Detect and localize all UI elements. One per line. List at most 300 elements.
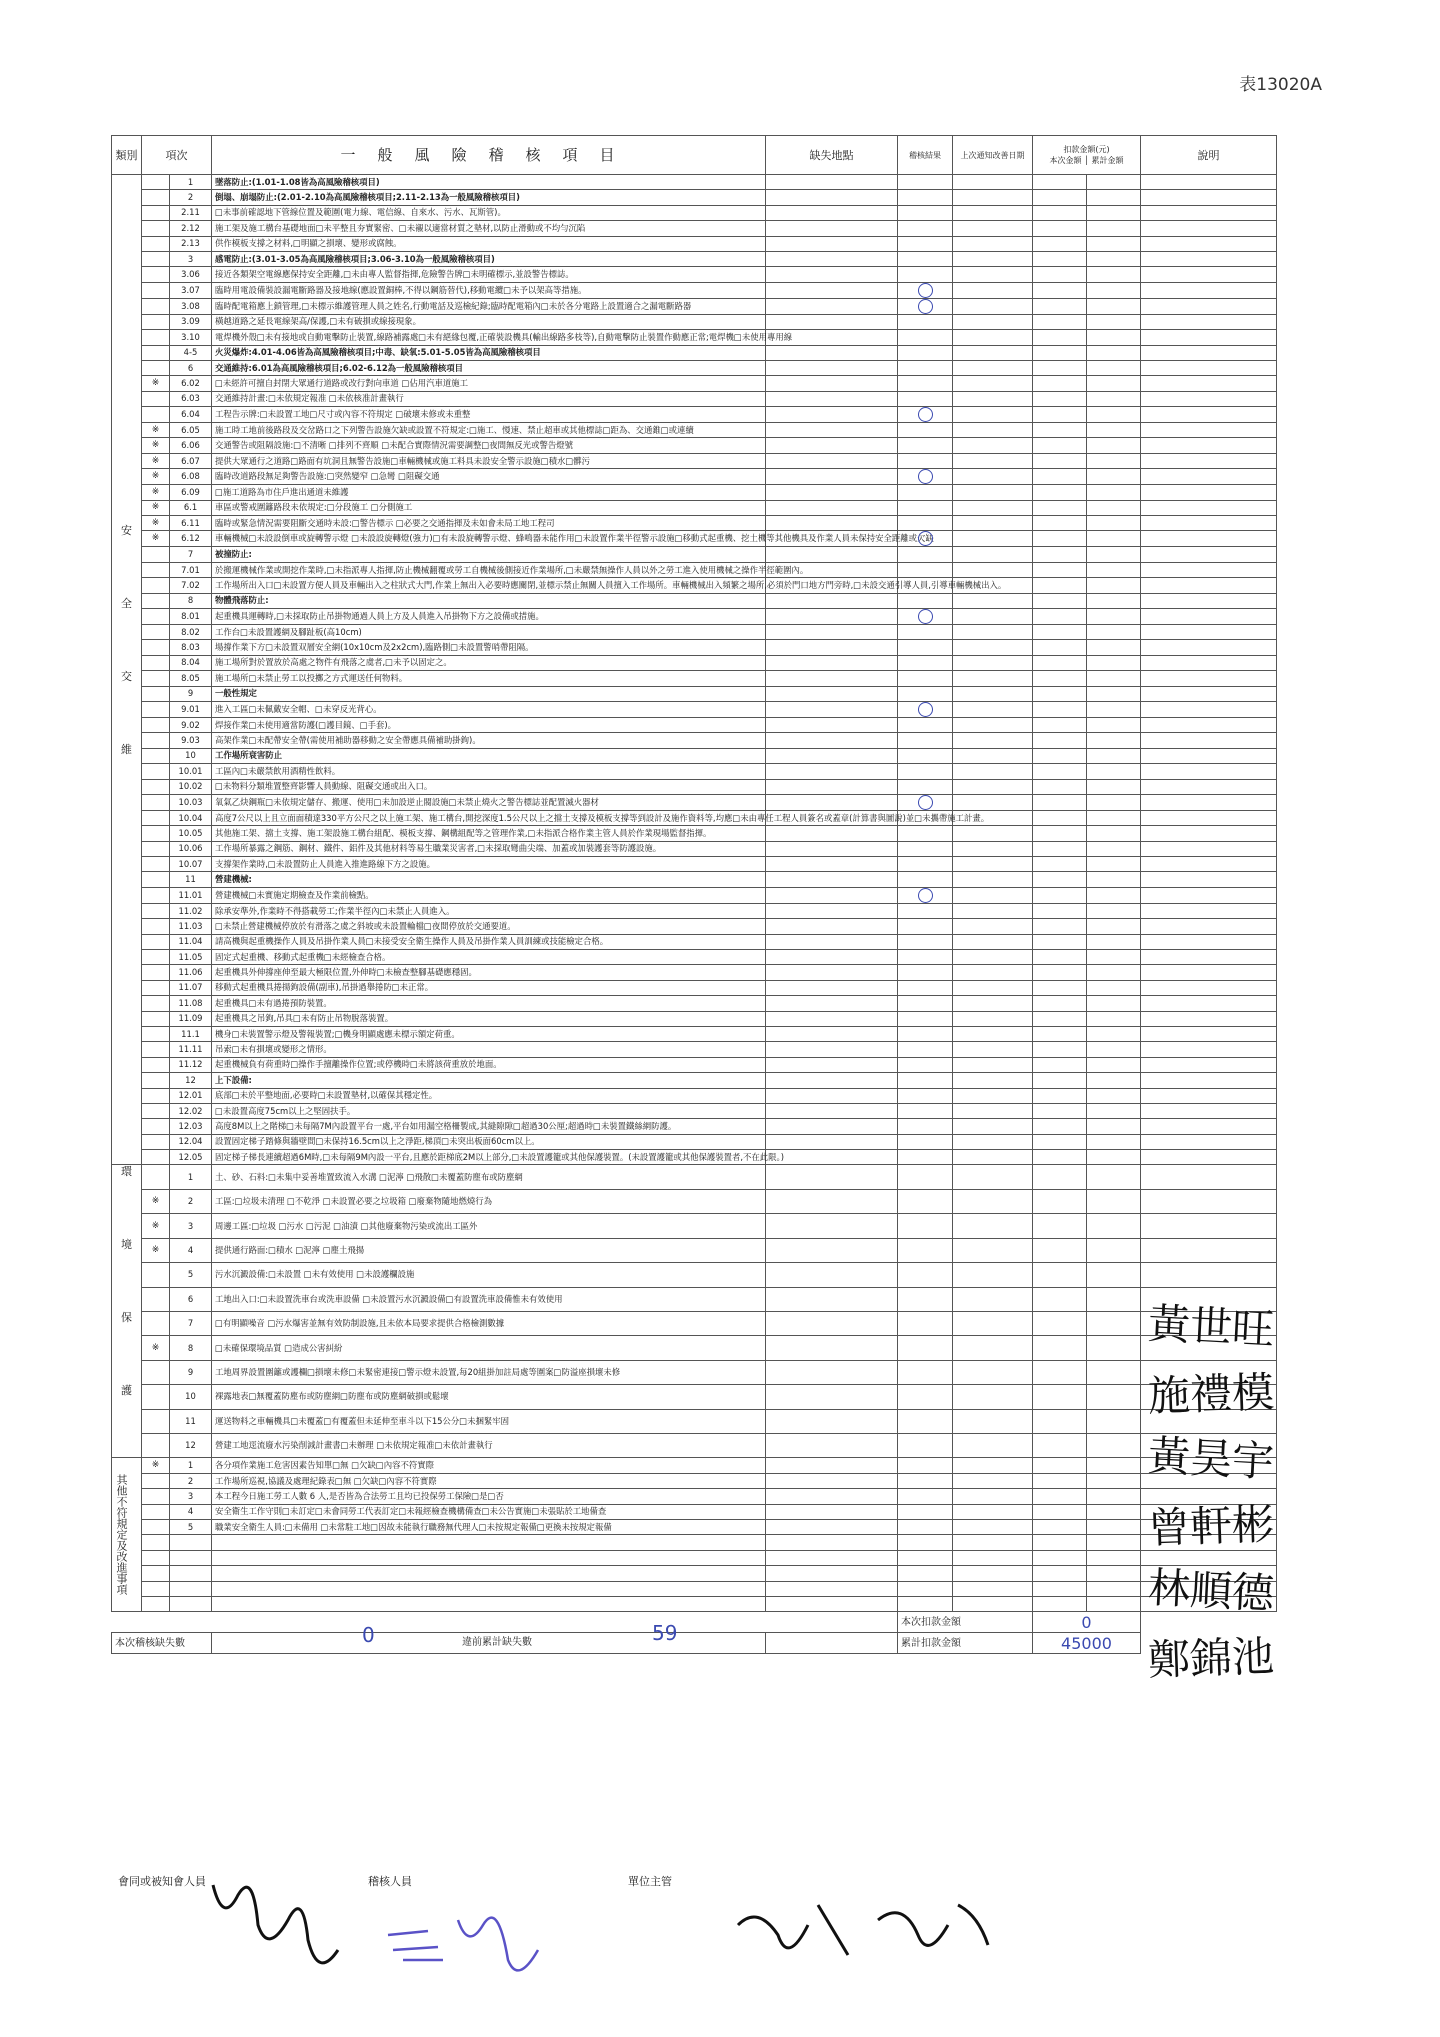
table-row (112, 640, 1277, 655)
check-circle-mark (918, 299, 933, 314)
deduct-total-cell (1087, 965, 1141, 980)
star-cell (142, 624, 170, 639)
prev-notice-cell (953, 779, 1033, 794)
location-cell (766, 1057, 898, 1072)
prev-notice-cell (953, 407, 1033, 423)
check-circle-mark (918, 888, 933, 903)
item-description: 周邊工區:□垃圾 □污水 □污泥 □油漬 □其他廢棄物污染或流出工區外 (212, 1214, 766, 1238)
table-row (112, 547, 1277, 562)
item-description: 工作場所巡視,協議及處理紀錄表□無 □欠缺□內容不符實際 (212, 1473, 766, 1488)
result-cell (898, 671, 953, 686)
result-cell (898, 1189, 953, 1213)
prev-notice-cell (953, 965, 1033, 980)
item-description: 高架作業□未配帶安全帶(需使用補助器移動之安全帶應具備補助掛鉤)。 (212, 733, 766, 748)
result-cell (898, 857, 953, 872)
note-cell (1141, 1103, 1277, 1118)
item-description: 車區或警戒圍籬路段未依規定:□分段施工 □分側施工 (212, 500, 766, 515)
location-cell (766, 996, 898, 1011)
deduct-total-label: 累計扣款金額 (898, 1633, 1033, 1654)
note-cell (1141, 903, 1277, 918)
deduct-total-cell (1087, 1263, 1141, 1287)
table-row (112, 314, 1277, 329)
prev-notice-cell (953, 1073, 1033, 1088)
handwritten-name: 黃昊宇 (1146, 1430, 1276, 1487)
note-cell (1141, 1263, 1277, 1287)
deduct-this-cell (1033, 1581, 1087, 1596)
deduct-total-cell (1087, 810, 1141, 825)
item-number: 6.04 (170, 407, 212, 423)
location-cell (766, 221, 898, 236)
prev-notice-cell (953, 1385, 1033, 1409)
result-cell (898, 1458, 953, 1473)
table-row (112, 1433, 1277, 1458)
location-cell (766, 282, 898, 298)
item-description (212, 1550, 766, 1565)
table-row (112, 810, 1277, 825)
item-description: 設置固定梯子踏條與牆壁間□未保持16.5cm以上之淨距,梯頂□未突出板面60cm以上。 (212, 1134, 766, 1149)
table-row (112, 1385, 1277, 1409)
deduct-total-cell (1087, 205, 1141, 220)
result-cell (898, 608, 953, 624)
prev-notice-cell (953, 1520, 1033, 1535)
table-row (112, 1103, 1277, 1118)
prev-notice-cell (953, 453, 1033, 468)
category-char: 交 (121, 669, 132, 683)
star-cell (142, 360, 170, 375)
deduct-total-cell (1087, 779, 1141, 794)
deduct-this-cell (1033, 624, 1087, 639)
star-cell (142, 996, 170, 1011)
note-cell (1141, 298, 1277, 314)
result-cell (898, 1535, 953, 1550)
deduct-this-cell (1033, 190, 1087, 205)
note-cell (1141, 996, 1277, 1011)
item-number: 7 (170, 1311, 212, 1335)
table-row (112, 1458, 1277, 1473)
result-cell (898, 1238, 953, 1262)
result-cell (898, 1311, 953, 1335)
table-row (112, 562, 1277, 577)
star-cell (142, 686, 170, 701)
prev-notice-cell (953, 1360, 1033, 1384)
star-cell (142, 872, 170, 887)
note-cell (1141, 1214, 1277, 1238)
deduct-this-cell (1033, 919, 1087, 934)
result-cell (898, 376, 953, 391)
result-cell (898, 251, 953, 266)
deduct-total-cell (1087, 1238, 1141, 1262)
table-row (112, 438, 1277, 453)
location-cell (766, 624, 898, 639)
deduct-total-cell (1087, 857, 1141, 872)
note-cell (1141, 980, 1277, 995)
star-cell (142, 1504, 170, 1519)
deduct-this-cell (1033, 547, 1087, 562)
table-row (112, 236, 1277, 251)
table-row (112, 1535, 1277, 1550)
item-number: 3 (170, 1489, 212, 1504)
item-description: 施工時工地前後路段及交岔路口之下列警告設施欠缺或設置不符規定:□施工、慢速、禁止超車或其他標誌□距為、交通錐□或連續 (212, 423, 766, 438)
result-cell (898, 1581, 953, 1596)
item-description: □未禁止營建機械停放於有滑落之虞之斜坡或未設置輪檔□夜間停放於交通要道。 (212, 919, 766, 934)
header-deduct (1033, 136, 1141, 175)
header-title: 一般風險稽核項目 (212, 136, 766, 175)
result-cell (898, 701, 953, 717)
star-cell (142, 1165, 170, 1189)
note-cell (1141, 221, 1277, 236)
deduct-total-cell (1087, 282, 1141, 298)
location-cell (766, 857, 898, 872)
location-cell (766, 1336, 898, 1360)
note-cell (1141, 1238, 1277, 1262)
item-description: 被撞防止: (212, 547, 766, 562)
deduct-this-cell (1033, 640, 1087, 655)
item-number: 6 (170, 1287, 212, 1311)
prev-notice-cell (953, 1057, 1033, 1072)
note-cell (1141, 810, 1277, 825)
star-cell (142, 1385, 170, 1409)
star-cell: ※ (142, 423, 170, 438)
prev-notice-cell (953, 980, 1033, 995)
note-cell (1141, 330, 1277, 345)
inspector-label: 稽核人員 (368, 1875, 412, 1888)
deduct-this-cell (1033, 1535, 1087, 1550)
item-number: 6.03 (170, 391, 212, 406)
location-cell (766, 1458, 898, 1473)
star-cell (142, 1566, 170, 1581)
note-cell (1141, 1042, 1277, 1057)
deduct-total-cell (1087, 531, 1141, 547)
deduct-this-cell (1033, 1057, 1087, 1072)
table-row (112, 407, 1277, 423)
item-number: 9.03 (170, 733, 212, 748)
result-cell (898, 1566, 953, 1581)
result-cell (898, 1520, 953, 1535)
deduct-this-cell (1033, 453, 1087, 468)
location-cell (766, 175, 898, 190)
note-cell (1141, 267, 1277, 282)
result-cell (898, 1026, 953, 1041)
item-number: 8.03 (170, 640, 212, 655)
prev-notice-cell (953, 686, 1033, 701)
table-row (112, 919, 1277, 934)
prev-notice-cell (953, 282, 1033, 298)
item-number: 5 (170, 1520, 212, 1535)
star-cell (142, 1088, 170, 1103)
result-cell (898, 1385, 953, 1409)
prev-notice-cell (953, 1134, 1033, 1149)
star-cell (142, 175, 170, 190)
item-description: 本工程今日施工勞工人數 6 人,是否皆為合法勞工且均已投保勞工保險□是□否 (212, 1489, 766, 1504)
note-cell (1141, 391, 1277, 406)
prev-notice-cell (953, 345, 1033, 360)
star-cell: ※ (142, 438, 170, 453)
deduct-this-cell (1033, 298, 1087, 314)
result-cell (898, 1550, 953, 1565)
deduct-total-cell (1087, 1287, 1141, 1311)
table-row (112, 1360, 1277, 1384)
deduct-this-cell (1033, 1026, 1087, 1041)
item-number: 1 (170, 175, 212, 190)
note-cell (1141, 314, 1277, 329)
category-char: 環 (121, 1165, 132, 1179)
item-description: 臨時或緊急情況需要阻斷交通時未設:□警告標示 □必要之交通指揮及未如會未局工地工程司 (212, 516, 766, 531)
deduct-this-cell (1033, 733, 1087, 748)
result-cell (898, 1042, 953, 1057)
item-description: 臨時配電箱應上鎖管理,□未標示維護管理人員之姓名,行動電話及巡檢紀錄;臨時配電箱內□未於各分電路上設置適合之漏電斷路器 (212, 298, 766, 314)
deduct-this-cell (1033, 810, 1087, 825)
table-footer (112, 1612, 1277, 1654)
item-description: 橫越道路之延長電線架高/保護,□未有破損或線接現象。 (212, 314, 766, 329)
table-row (112, 794, 1277, 810)
note-cell (1141, 826, 1277, 841)
star-cell (142, 547, 170, 562)
result-cell (898, 500, 953, 515)
result-cell (898, 407, 953, 423)
table-row (112, 1088, 1277, 1103)
star-cell (142, 887, 170, 903)
deduct-this-cell (1033, 826, 1087, 841)
location-cell (766, 950, 898, 965)
table-row (112, 190, 1277, 205)
result-cell (898, 469, 953, 485)
item-number: 11.02 (170, 903, 212, 918)
deduct-total-cell (1087, 562, 1141, 577)
item-number: 7.02 (170, 578, 212, 593)
prev-notice-cell (953, 608, 1033, 624)
location-cell (766, 872, 898, 887)
prev-notice-cell (953, 1011, 1033, 1026)
star-cell (142, 1026, 170, 1041)
item-description: 營建機械□未實施定期檢查及作業前檢點。 (212, 887, 766, 903)
item-number: 10.03 (170, 794, 212, 810)
item-number: 9 (170, 686, 212, 701)
table-row (112, 826, 1277, 841)
category-cell (112, 1458, 142, 1612)
result-cell (898, 794, 953, 810)
item-number: 7.01 (170, 562, 212, 577)
note-cell (1141, 733, 1277, 748)
prev-notice-cell (953, 531, 1033, 547)
result-cell (898, 236, 953, 251)
header-deduct-total: 累計金額 (1091, 156, 1124, 165)
result-cell (898, 996, 953, 1011)
result-cell (898, 1103, 953, 1118)
deduct-total-cell (1087, 733, 1141, 748)
prev-notice-cell (953, 251, 1033, 266)
prev-notice-cell (953, 175, 1033, 190)
deduct-total-cell (1087, 748, 1141, 763)
item-number: 10.05 (170, 826, 212, 841)
result-cell (898, 593, 953, 608)
category-char: 安 (121, 523, 132, 537)
prev-notice-cell (953, 1504, 1033, 1519)
deduct-this-cell (1033, 1520, 1087, 1535)
result-cell (898, 267, 953, 282)
deduct-this-cell (1033, 1473, 1087, 1488)
inspection-table (111, 135, 1277, 1654)
table-row (112, 1504, 1277, 1519)
star-cell: ※ (142, 376, 170, 391)
item-description: 工程告示牌:□未設置工地□尺寸或內容不符規定 □破壞未修或未重整 (212, 407, 766, 423)
prev-notice-cell (953, 469, 1033, 485)
note-cell (1141, 608, 1277, 624)
item-description: 交通警告或阻隔設施:□不清晰 □排列不齊順 □未配合實際情況需要調整□夜間無反光或警告燈號 (212, 438, 766, 453)
deduct-total-cell (1087, 1520, 1141, 1535)
prev-notice-cell (953, 1103, 1033, 1118)
item-number: 8 (170, 1336, 212, 1360)
header-deduct-sub: 本次金額 │ 累計金額 (1049, 156, 1124, 165)
deduct-this-cell (1033, 779, 1087, 794)
note-cell (1141, 887, 1277, 903)
item-description: 高度7公尺以上且立面面積達330平方公尺之以上施工架、施工構台,開挖深度1.5公尺以上之擋土支撐及模板支撐等到設計及施作資料等,均應□未由專任工程人員簽名或蓋章(計算書與圖說)並□未攜帶施工計畫。 (212, 810, 766, 825)
deduct-this-cell (1033, 236, 1087, 251)
star-cell (142, 190, 170, 205)
star-cell (142, 810, 170, 825)
item-number: 12 (170, 1073, 212, 1088)
location-cell (766, 1119, 898, 1134)
star-cell (142, 1150, 170, 1165)
star-cell (142, 1057, 170, 1072)
star-cell: ※ (142, 453, 170, 468)
item-description: 工地出入口:□未設置洗車台或洗車設備 □未設置污水沉澱設備□有設置洗車設備惟未有效使用 (212, 1287, 766, 1311)
deduct-this-cell (1033, 872, 1087, 887)
star-cell (142, 1473, 170, 1488)
item-number: 11.12 (170, 1057, 212, 1072)
table-row (112, 1214, 1277, 1238)
location-cell (766, 701, 898, 717)
item-description: 起重機具□未有過捲預防裝置。 (212, 996, 766, 1011)
deduct-total-cell (1087, 251, 1141, 266)
deduct-total-cell (1087, 764, 1141, 779)
location-cell (766, 903, 898, 918)
header-deduct-this: 本次金額 (1049, 156, 1082, 165)
prev-notice-cell (953, 1088, 1033, 1103)
prev-notice-cell (953, 360, 1033, 375)
category-char: 全 (121, 596, 132, 610)
location-cell (766, 919, 898, 934)
star-cell (142, 717, 170, 732)
deduct-this-cell (1033, 391, 1087, 406)
note-cell (1141, 438, 1277, 453)
item-number: 11.08 (170, 996, 212, 1011)
prev-notice-cell (953, 376, 1033, 391)
result-cell (898, 205, 953, 220)
item-number: 8.01 (170, 608, 212, 624)
deduct-total-cell (1087, 236, 1141, 251)
deduct-this-cell (1033, 360, 1087, 375)
deduct-this-cell (1033, 1103, 1087, 1118)
deduct-total-cell (1087, 841, 1141, 856)
deduct-this-cell (1033, 330, 1087, 345)
prev-notice-cell (953, 593, 1033, 608)
missing-label: 本次稽核缺失數 (112, 1633, 212, 1654)
item-number: 8.05 (170, 671, 212, 686)
table-row (112, 578, 1277, 593)
item-number: 3.09 (170, 314, 212, 329)
deduct-total-cell (1087, 1103, 1141, 1118)
star-cell (142, 857, 170, 872)
handwritten-signatures (118, 1865, 1218, 1985)
deduct-total-cell (1087, 469, 1141, 485)
item-number: 10.07 (170, 857, 212, 872)
item-number: 11.06 (170, 965, 212, 980)
prev-notice-cell (953, 547, 1033, 562)
deduct-total-cell (1087, 1458, 1141, 1473)
table-row (112, 1011, 1277, 1026)
deduct-this-cell (1033, 516, 1087, 531)
item-description: 工作場所衰害防止 (212, 748, 766, 763)
result-cell (898, 438, 953, 453)
result-cell (898, 1360, 953, 1384)
prev-notice-cell (953, 717, 1033, 732)
star-cell (142, 1134, 170, 1149)
deduct-total-cell (1087, 1504, 1141, 1519)
table-row (112, 1409, 1277, 1433)
star-cell (142, 205, 170, 220)
form-code: 表13020A (1239, 75, 1322, 95)
deduct-this-cell (1033, 1311, 1087, 1335)
table-row (112, 469, 1277, 485)
deduct-total-cell (1087, 1073, 1141, 1088)
table-row (112, 175, 1277, 190)
deduct-this-cell (1033, 934, 1087, 949)
deduct-total-cell (1087, 1088, 1141, 1103)
deduct-this-cell (1033, 857, 1087, 872)
item-description: 支撐架作業時,□未設置防止人員進入推進路線下方之設施。 (212, 857, 766, 872)
deduct-this-cell (1033, 671, 1087, 686)
table-row (112, 1042, 1277, 1057)
result-cell (898, 516, 953, 531)
location-cell (766, 1535, 898, 1550)
item-number: 11.11 (170, 1042, 212, 1057)
item-number: 10 (170, 1385, 212, 1409)
item-description: 起重機具外伸撐座伸至最大極限位置,外伸時□未檢查整腳基礎應穩固。 (212, 965, 766, 980)
table-row (112, 1057, 1277, 1072)
item-description: 機身□未裝置警示燈及警報裝置;□機身明顯處應未標示額定荷重。 (212, 1026, 766, 1041)
result-cell (898, 1336, 953, 1360)
location-cell (766, 1287, 898, 1311)
deduct-total-cell (1087, 345, 1141, 360)
deduct-this-cell (1033, 578, 1087, 593)
item-number (170, 1535, 212, 1550)
table-row (112, 1026, 1277, 1041)
deduct-total-cell (1087, 1165, 1141, 1189)
prev-notice-cell (953, 500, 1033, 515)
header-prev-notice: 上次通知改善日期 (953, 136, 1033, 175)
star-cell (142, 1489, 170, 1504)
prev-notice-cell (953, 1150, 1033, 1165)
star-cell (142, 655, 170, 670)
star-cell (142, 1119, 170, 1134)
star-cell (142, 965, 170, 980)
table-row (112, 205, 1277, 220)
location-cell (766, 500, 898, 515)
prev-notice-cell (953, 562, 1033, 577)
deduct-total-cell (1087, 360, 1141, 375)
header-note: 說明 (1141, 136, 1277, 175)
location-cell (766, 826, 898, 841)
deduct-total-cell (1087, 903, 1141, 918)
location-cell (766, 748, 898, 763)
note-cell (1141, 500, 1277, 515)
item-description: 安全衛生工作守則□未訂定□未會同勞工代表訂定□未報經檢查機構備查□未公告實施□未張貼於工地備查 (212, 1504, 766, 1519)
category-cell (112, 175, 142, 1165)
deduct-total-cell (1087, 717, 1141, 732)
prev-notice-cell (953, 934, 1033, 949)
table-row (112, 624, 1277, 639)
prev-notice-cell (953, 872, 1033, 887)
